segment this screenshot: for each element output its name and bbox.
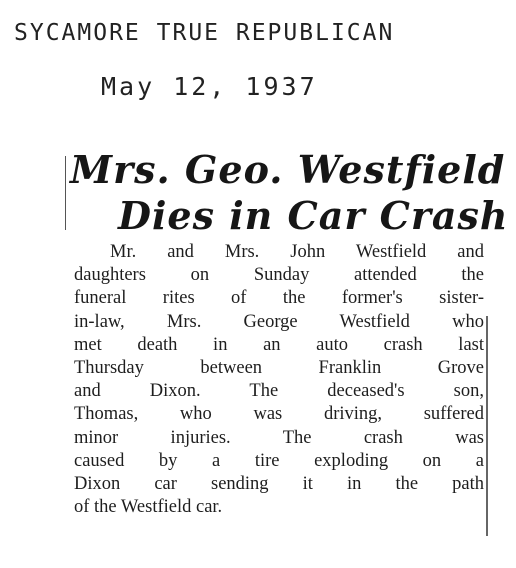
headline-line-1: Mrs. Geo. Westfield: [70, 147, 506, 192]
article-line: and Dixon. The deceased's son,: [74, 381, 484, 402]
article-body: [74, 241, 484, 519]
column-rule-left: [65, 156, 66, 230]
article-line: Mr. and Mrs. John Westfield and: [110, 242, 484, 262]
newspaper-name: SYCAMORE TRUE REPUBLICAN: [14, 20, 395, 46]
article-line: in-law, Mrs. George Westfield who: [74, 311, 484, 332]
article-line: minor injuries. The crash was: [74, 427, 484, 448]
article-line: funeral rites of the former's sister-: [74, 288, 484, 309]
article-line: daughters on Sunday attended the: [74, 265, 484, 286]
article-line: caused by a tire exploding on a: [74, 450, 484, 471]
article-line: met death in an auto crash last: [74, 334, 484, 355]
article-line: Thomas, who was driving, suffered: [74, 404, 484, 425]
publication-date: May 12, 1937: [101, 72, 318, 101]
article-line: Dixon car sending it in the path: [74, 473, 484, 494]
article-line: of the Westfield car.: [74, 497, 223, 518]
column-rule-right: [486, 316, 488, 536]
newspaper-clipping: [60, 147, 509, 553]
headline-line-2: Dies in Car Crash: [118, 193, 509, 238]
article-line: Thursday between Franklin Grove: [74, 357, 484, 378]
